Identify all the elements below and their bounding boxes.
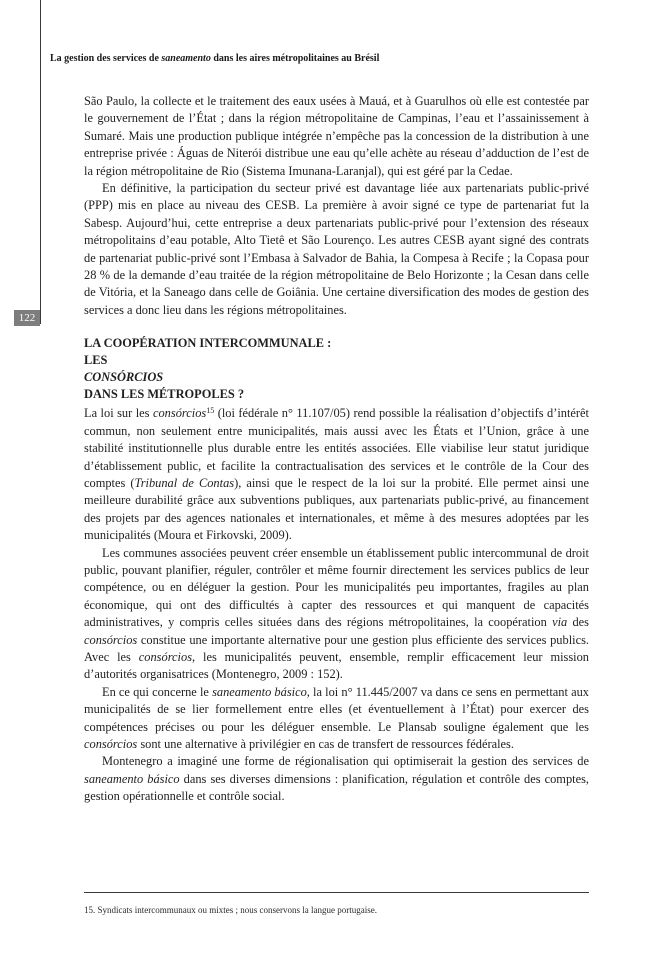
page-number: 122: [14, 310, 40, 326]
text-run: ), ainsi que le respect de la loi sur la probité. Elle permet ainsi une meilleure durabilité grâce aux subventions publiques, aux partenariats public-privé, au financement des projets par des agences nationales et internationales, et même à des mesures adoptées par les municipalités (Moura et Firkovski, 2009).: [84, 475, 589, 543]
paragraph-6: [84, 753, 589, 805]
italic-run: saneamento básico: [84, 771, 180, 786]
text-run: constitue une importante alternative pour une gestion plus efficiente des services publics. Avec les: [84, 632, 589, 664]
text-run: La loi sur les: [84, 406, 153, 421]
paragraph-2: En définitive, la participation du secteur privé est davantage liée aux partenariats public-privé (PPP) mis en place au niveau des CESB. La première à avoir signé ce type de partenariat fut la Sabesp. Aujourd’hui, cette entreprise a deux partenariats public-privé pour l’extension des réseaux métropolitains d’eau potable, Alto Tietê et São Lourenço. Les autres CESB ayant signé des contrats de partenariat public-privé sont l’Embasa à Salvador de Bahia, la Compesa à Recife ; la Copasa pour 28 % de la demande d’eau traitée de la région métropolitaine de Belo Horizonte ; la Cesan dans celle de Vitória, et la Saneago dans celle de Goiânia. Une certaine diversification des modes de gestion des services a donc lieu dans les régions métropolitaines.: [84, 181, 589, 317]
italic-run: consórcios: [138, 649, 193, 664]
text-run: En ce qui concerne le: [102, 684, 213, 699]
text-run: dans ses diverses dimensions : planification, régulation et contrôle des comptes, gestion opérationnelle et contrôle social.: [84, 771, 589, 804]
paragraph-4: [84, 545, 589, 684]
text-run: Les communes associées peuvent créer ensemble un établissement public intercommunal de droit public, pouvant planifier, réguler, contrôler et même fournir directement les services publics de leur compétence, ou en déléguer la gestion. Pour les municipalités peu importantes, fragiles au plan économique, qui ont des difficultés à capter des ressources et qui manquent de capacités administratives, y compris celles situées dans des régions métropolitaines, la coopération: [84, 545, 589, 630]
heading-italic: CONSÓRCIOS: [84, 370, 164, 385]
margin-rule: [40, 0, 41, 324]
italic-run: consórcios: [84, 737, 138, 751]
paragraph-5: [84, 684, 589, 754]
footnote: 15. Syndicats intercommunaux ou mixtes ; nous conservons la langue portugaise.: [84, 905, 377, 915]
running-head-text: La gestion des services de: [50, 53, 162, 64]
italic-run: via: [552, 615, 568, 630]
paragraph-3: [84, 405, 589, 544]
paragraph-1: São Paulo, la collecte et le traitement des eaux usées à Mauá, et à Guarulhos où elle est contestée par le gouvernement de l’État ; dans la région métropolitaine de Campinas, l’eau et l’assainissement à Sumaré. Mais une production publique intégrée n’empêche pas la concession de la distribution à une entreprise privée : Águas de Niterói distribue une eau qu’elle achète au réseau d’adduction de l’est de la région métropolitaine de Rio (Sistema Imunana-Laranjal), qui est géré par la Cedae.: [84, 94, 589, 178]
running-head: [50, 53, 610, 64]
running-head-text-end: dans les aires métropolitaines au Brésil: [210, 53, 380, 64]
italic-run: saneamento básico: [212, 684, 307, 699]
text-run: (loi fédérale n° 11.107/05) rend possible la réalisation d’objectifs d’intérêt commun, non seulement entre municipalités, mais aussi avec les États et l’Union, grâce à une stabilité institutionnelle plus durable entre les entités associées. Elle viabilise leur statut juridique d’établissement public, et facilite la contractualisation des services et le contrôle de la Cour des comptes (: [84, 406, 589, 490]
section-heading: [84, 335, 589, 403]
text-run: , les municipalités peuvent, ensemble, remplir efficacement leur mission d’autorités organisatrices (Montenegro, 2009 : 152).: [84, 649, 589, 682]
body-text: [84, 93, 589, 806]
italic-run: consórcios: [152, 406, 207, 421]
footnote-divider: [84, 892, 589, 893]
running-head-italic: saneamento: [161, 53, 211, 64]
text-run: des: [567, 615, 589, 630]
section-heading-line-2: [84, 352, 589, 403]
text-run: sont une alternative à privilégier en cas de transfert de ressources fédérales.: [137, 737, 514, 751]
section-heading-line-1: LA COOPÉRATION INTERCOMMUNALE :: [84, 336, 332, 351]
heading-text-end: DANS LES MÉTROPOLES ?: [84, 387, 245, 402]
text-run: Montenegro a imaginé une forme de régionalisation qui optimiserait la gestion des services de: [102, 754, 589, 769]
italic-run: Tribunal de Contas: [134, 475, 235, 490]
footnote-reference: 15: [206, 406, 215, 416]
italic-run: consórcios: [84, 632, 138, 647]
text-run: , la loi n° 11.445/2007 va dans ce sens en permettant aux municipalités de se lier formellement entre elles (et éventuellement à l’État) pour exercer des compétences précises ou pour les déléguer ensemble. Le Plansab souligne également que les: [84, 684, 589, 734]
heading-text: LES: [84, 353, 108, 368]
